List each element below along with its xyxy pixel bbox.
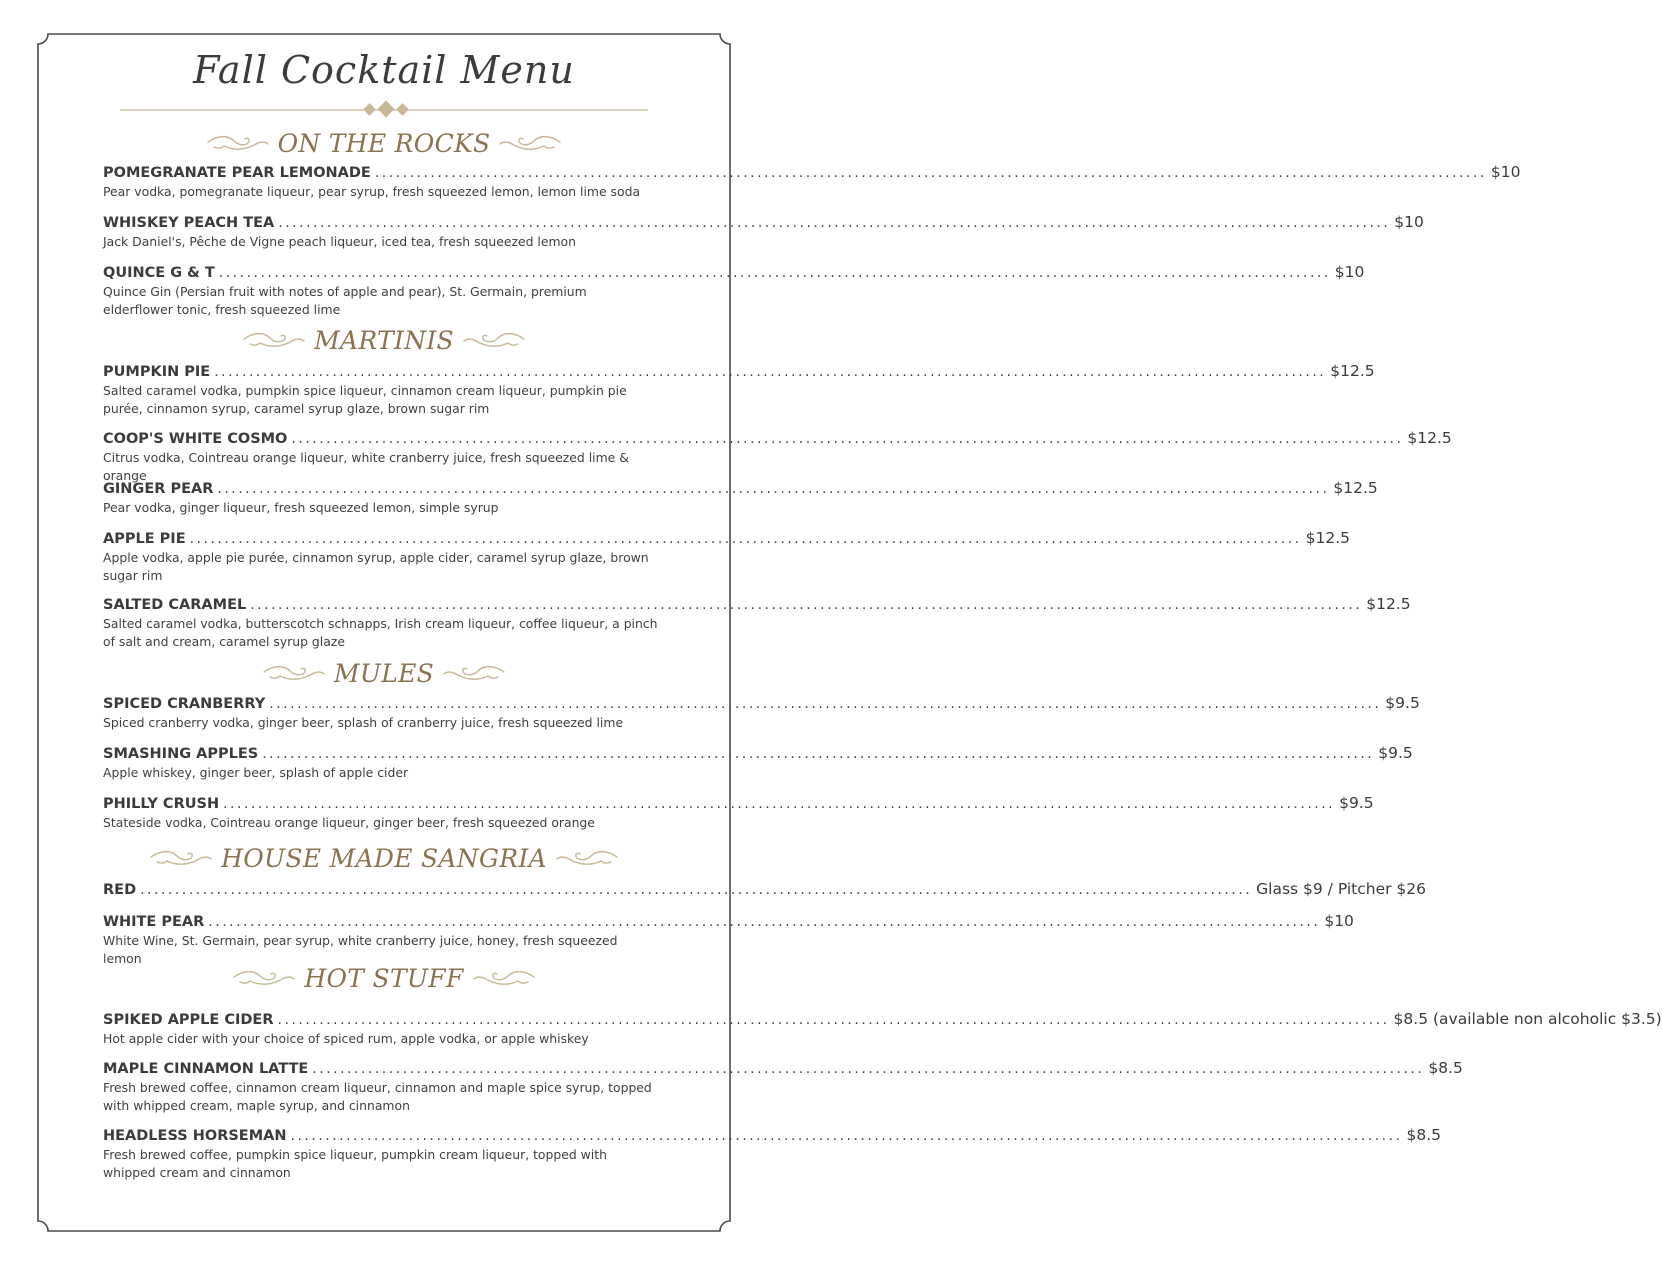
menu-item [103,743,1413,782]
menu-item-line [103,911,1354,932]
section-heading-label: MARTINIS [314,325,454,355]
menu-item [103,428,1452,485]
menu-item-line [103,262,1365,283]
flourish-ornament-icon [232,968,296,988]
page-title: Fall Cocktail Menu [193,48,575,92]
menu-item-price: $10 [1334,263,1365,281]
dot-leader: ................................................................................................................................................................ [223,796,1336,812]
section-heading [0,961,768,995]
menu-item-description: Spiced cranberry vodka, ginger beer, splash of cranberry juice, fresh squeezed lime [103,715,624,730]
menu-item-name: SMASHING APPLES [103,746,259,762]
menu-item [103,693,1420,732]
section-heading [0,841,768,875]
section-heading-label: MULES [333,658,435,688]
menu-item [103,262,1365,319]
dot-leader: ................................................................................................................................................................ [269,696,1382,712]
menu-item-line [103,428,1452,449]
menu-item-description: Salted caramel vodka, butterscotch schnapps, Irish cream liqueur, coffee liqueur, a pinch of salt and cream, caramel syrup glaze [103,616,658,649]
menu-item-description: Citrus vodka, Cointreau orange liqueur, white cranberry juice, fresh squeezed lime & orange [103,450,629,483]
dot-leader: ................................................................................................................................................................ [278,215,1391,231]
menu-item-description: Pear vodka, ginger liqueur, fresh squeezed lemon, simple syrup [103,500,499,515]
menu-item-description: White Wine, St. Germain, pear syrup, white cranberry juice, honey, fresh squeezed lemon [103,933,618,966]
menu-item-line [103,1009,1662,1030]
dot-leader: ................................................................................................................................................................ [312,1061,1425,1077]
flourish-ornament-icon [555,848,619,868]
menu-item-price: Glass $9 / Pitcher $26 [1256,880,1426,898]
menu-item [103,1009,1662,1048]
menu-item-line [103,1058,1463,1079]
menu-item-line [103,743,1413,764]
section-heading [0,323,768,357]
section-heading-label: HOT STUFF [304,963,464,993]
menu-item-line [103,528,1351,549]
menu-item [103,793,1374,832]
menu-item-description: Apple whiskey, ginger beer, splash of apple cider [103,765,409,780]
menu-item-line [103,212,1424,233]
section-heading [0,126,768,160]
dot-leader: ................................................................................................................................................................ [218,265,1331,281]
dot-leader: ................................................................................................................................................................ [277,1012,1390,1028]
menu-item-name: GINGER PEAR [103,481,214,497]
menu-item-line [103,594,1411,615]
section-heading-label: ON THE ROCKS [277,128,491,158]
dot-leader: ................................................................................................................................................................ [291,431,1404,447]
dot-leader: ................................................................................................................................................................ [262,746,1375,762]
menu-item-line [103,693,1420,714]
menu-item-price: $10 [1324,912,1354,930]
dot-leader: ................................................................................................................................................................ [189,531,1302,547]
menu-item-price: $9.5 [1378,744,1413,762]
menu-item-line [103,478,1378,499]
menu-item [103,212,1424,251]
flourish-ornament-icon [149,848,213,868]
menu-item-line [103,879,1426,900]
menu-item-description: Hot apple cider with your choice of spiced rum, apple vodka, or apple whiskey [103,1031,589,1046]
menu-item-description: Jack Daniel's, Pêche de Vigne peach liqueur, iced tea, fresh squeezed lemon [103,234,576,249]
menu-item-description: Fresh brewed coffee, pumpkin spice liqueur, pumpkin cream liqueur, topped with whipped cream and cinnamon [103,1147,607,1180]
menu-item-name: RED [103,882,137,898]
menu-item-name: PUMPKIN PIE [103,364,211,380]
flourish-ornament-icon [462,330,526,350]
dot-leader: ................................................................................................................................................................ [208,914,1321,930]
menu-item-description: Stateside vodka, Cointreau orange liqueur, ginger beer, fresh squeezed orange [103,815,595,830]
menu-item-name: SPIKED APPLE CIDER [103,1012,274,1028]
dot-leader: ................................................................................................................................................................ [290,1128,1403,1144]
menu-item-price: $12.5 [1333,479,1378,497]
menu-item-name: WHITE PEAR [103,914,205,930]
menu-item-name: MAPLE CINNAMON LATTE [103,1061,309,1077]
menu-item-price: $9.5 [1385,694,1420,712]
dot-leader: ................................................................................................................................................................ [140,882,1253,898]
menu-item-price: $10 [1490,163,1521,181]
menu-item [103,478,1378,517]
menu-item [103,162,1521,201]
menu-item-line [103,162,1521,183]
menu-item-name: PHILLY CRUSH [103,796,220,812]
menu-item-price: $8.5 [1406,1126,1442,1144]
divider-ornament-icon [120,100,648,120]
menu-item-price: $10 [1394,213,1424,231]
flourish-ornament-icon [262,663,326,683]
menu-item [103,528,1351,585]
menu-item-price: $8.5 (available non alcoholic $3.5) [1393,1010,1662,1028]
menu-item-description: Apple vodka, apple pie purée, cinnamon syrup, apple cider, caramel syrup glaze, brown sugar rim [103,550,649,583]
menu-item-name: WHISKEY PEACH TEA [103,215,275,231]
menu-item-price: $12.5 [1305,529,1351,547]
menu-item-price: $12.5 [1366,595,1411,613]
menu-item-line [103,361,1375,382]
menu-item-name: QUINCE G & T [103,265,215,281]
menu-item-name: HEADLESS HORSEMAN [103,1128,287,1144]
flourish-ornament-icon [242,330,306,350]
menu-item [103,594,1411,651]
flourish-ornament-icon [498,133,562,153]
menu-item-name: SALTED CARAMEL [103,597,247,613]
section-heading [0,656,768,690]
flourish-ornament-icon [442,663,506,683]
menu-item-description: Salted caramel vodka, pumpkin spice liqueur, cinnamon cream liqueur, pumpkin pie purée, cinnamon syrup, caramel syrup glaze, brown sugar rim [103,383,627,416]
dot-leader: ................................................................................................................................................................ [217,481,1330,497]
menu-item [103,1058,1463,1115]
menu-item-name: APPLE PIE [103,531,186,547]
menu-item-line [103,1125,1442,1146]
dot-leader: ................................................................................................................................................................ [214,364,1327,380]
menu-item-name: SPICED CRANBERRY [103,696,266,712]
menu-item-price: $8.5 [1428,1059,1463,1077]
flourish-ornament-icon [206,133,270,153]
menu-item-description: Quince Gin (Persian fruit with notes of apple and pear), St. Germain, premium elderflower tonic, fresh squeezed lime [103,284,587,317]
dot-leader: ................................................................................................................................................................ [250,597,1363,613]
menu-item [103,361,1375,418]
menu-item-price: $9.5 [1339,794,1374,812]
section-heading-label: HOUSE MADE SANGRIA [221,843,547,873]
menu-item-price: $12.5 [1330,362,1375,380]
menu-item [103,911,1354,968]
menu-item-description: Pear vodka, pomegranate liqueur, pear syrup, fresh squeezed lemon, lemon lime soda [103,184,641,199]
menu-item-price: $12.5 [1407,429,1452,447]
menu-item-description: Fresh brewed coffee, cinnamon cream liqueur, cinnamon and maple spice syrup, topped with whipped cream, maple syrup, and cinnamon [103,1080,652,1113]
menu-item [103,879,1426,900]
flourish-ornament-icon [472,968,536,988]
menu-item-line [103,793,1374,814]
dot-leader: ................................................................................................................................................................ [374,165,1487,181]
menu-item [103,1125,1442,1182]
menu-item-name: POMEGRANATE PEAR LEMONADE [103,165,371,181]
menu-item-name: COOP'S WHITE COSMO [103,431,288,447]
